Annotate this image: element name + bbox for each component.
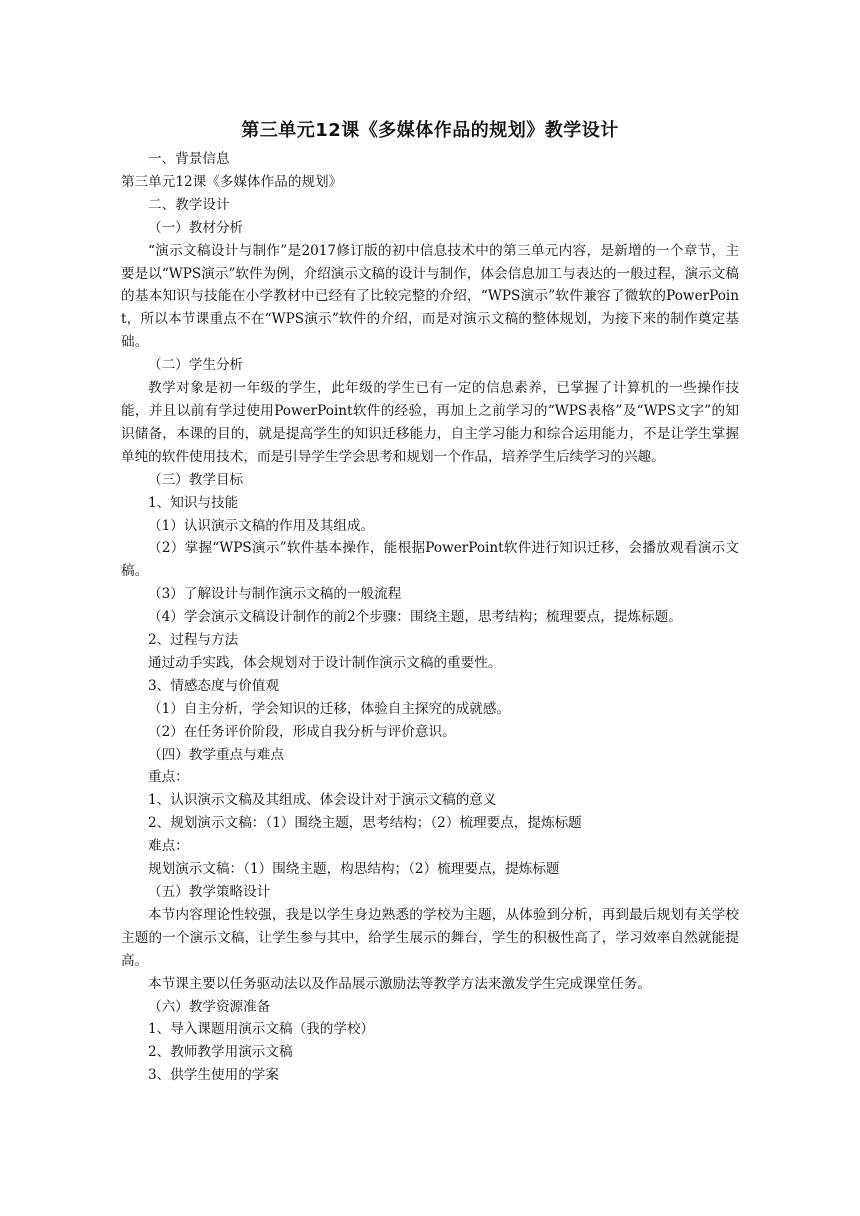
goal-item: （4）学会演示文稿设计制作的前2个步骤：围绕主题，思考结构；梳理要点，提炼标题。 [148, 609, 682, 626]
goal-process-method: 2、过程与方法 [148, 632, 239, 649]
goal-item: （3）了解设计与制作演示文稿的一般流程 [148, 586, 402, 603]
subheading-student-analysis: （二）学生分析 [148, 357, 244, 374]
subheading-strategy-design: （五）教学策略设计 [148, 884, 271, 900]
paragraph-strategy-methods: 本节课主要以任务驱动法以及作品展示激励法等教学方法来激发学生完成课堂任务。 [148, 975, 651, 992]
key-points-label: 重点： [148, 769, 189, 786]
key-point-item: 2、规划演示文稿：（1）围绕主题，思考结构；（2）梳理要点，提炼标题 [148, 815, 582, 832]
document-title: 第三单元12课《多媒体作品的规划》教学设计 [241, 120, 619, 141]
goal-item: （1）自主分析，学会知识的迁移，体验自主探究的成就感。 [148, 700, 511, 717]
resource-item: 3、供学生使用的学案 [148, 1067, 279, 1084]
difficult-points-label: 难点： [148, 838, 189, 855]
goal-process-text: 通过动手实践，体会规划对于设计制作演示文稿的重要性。 [148, 654, 502, 671]
goal-item: （2）掌握“WPS演示”软件基本操作，能根据PowerPoint软件进行知识迁移，会播放观看演示文稿。 [121, 540, 739, 580]
subheading-material-analysis: （一）教材分析 [148, 219, 244, 236]
resource-item: 2、教师教学用演示文稿 [148, 1044, 293, 1061]
goal-attitude-values: 3、情感态度与价值观 [148, 677, 279, 694]
goal-item: （2）在任务评价阶段，形成自我分析与评价意识。 [148, 723, 456, 740]
background-text: 第三单元12课《多媒体作品的规划》 [121, 173, 343, 190]
difficult-point-text: 规划演示文稿：（1）围绕主题，构思结构；（2）梳理要点，提炼标题 [148, 861, 560, 878]
goal-item: （1）认识演示文稿的作用及其组成。 [148, 517, 375, 534]
subheading-resources: （六）教学资源准备 [148, 998, 271, 1015]
subheading-key-difficult-points: （四）教学重点与难点 [148, 746, 284, 763]
paragraph-strategy: 本节内容理论性较强，我是以学生身边熟悉的学校为主题，从体验到分析，再到最后规划有关学校主题的一个演示文稿，让学生参与其中，给学生展示的舞台，学生的积极性高了，学习效率自然就能提高。 [121, 906, 739, 969]
paragraph-student-analysis: 教学对象是初一年级的学生，此年级的学生已有一定的信息素养，已掌握了计算机的一些操作技能，并且以前有学过使用PowerPoint软件的经验，再加上之前学习的“WPS表格”及“WPS文字”的知识储备，本课的目的，就是提高学生的知识迁移能力，自主学习能力和综合运用能力，不是让学生掌握单纯的软件使用技术，而是引导学生学会思考和规划一个作品，培养学生后续学习的兴趣。 [121, 380, 739, 465]
section-heading-design: 二、教学设计 [148, 196, 230, 213]
subheading-teaching-goals: （三）教学目标 [148, 471, 244, 488]
key-point-item: 1、认识演示文稿及其组成、体会设计对于演示文稿的意义 [148, 792, 497, 809]
section-heading-background: 一、背景信息 [148, 151, 230, 167]
goal-knowledge-skills: 1、知识与技能 [148, 494, 239, 511]
resource-item: 1、导入课题用演示文稿（我的学校） [148, 1021, 375, 1038]
document-body [121, 148, 739, 1087]
paragraph-material-analysis: “演示文稿设计与制作”是2017修订版的初中信息技术中的第三单元内容，是新增的一个章节，主要是以“WPS演示”软件为例，介绍演示文稿的设计与制作，体会信息加工与表达的一般过程，演示文稿的基本知识与技能在小学教材中已经有了比较完整的介绍，“WPS演示”软件兼容了微软的PowerPoint，所以本节课重点不在“WPS演示”软件的介绍，而是对演示文稿的整体规划，为接下来的制作奠定基础。 [121, 242, 739, 351]
